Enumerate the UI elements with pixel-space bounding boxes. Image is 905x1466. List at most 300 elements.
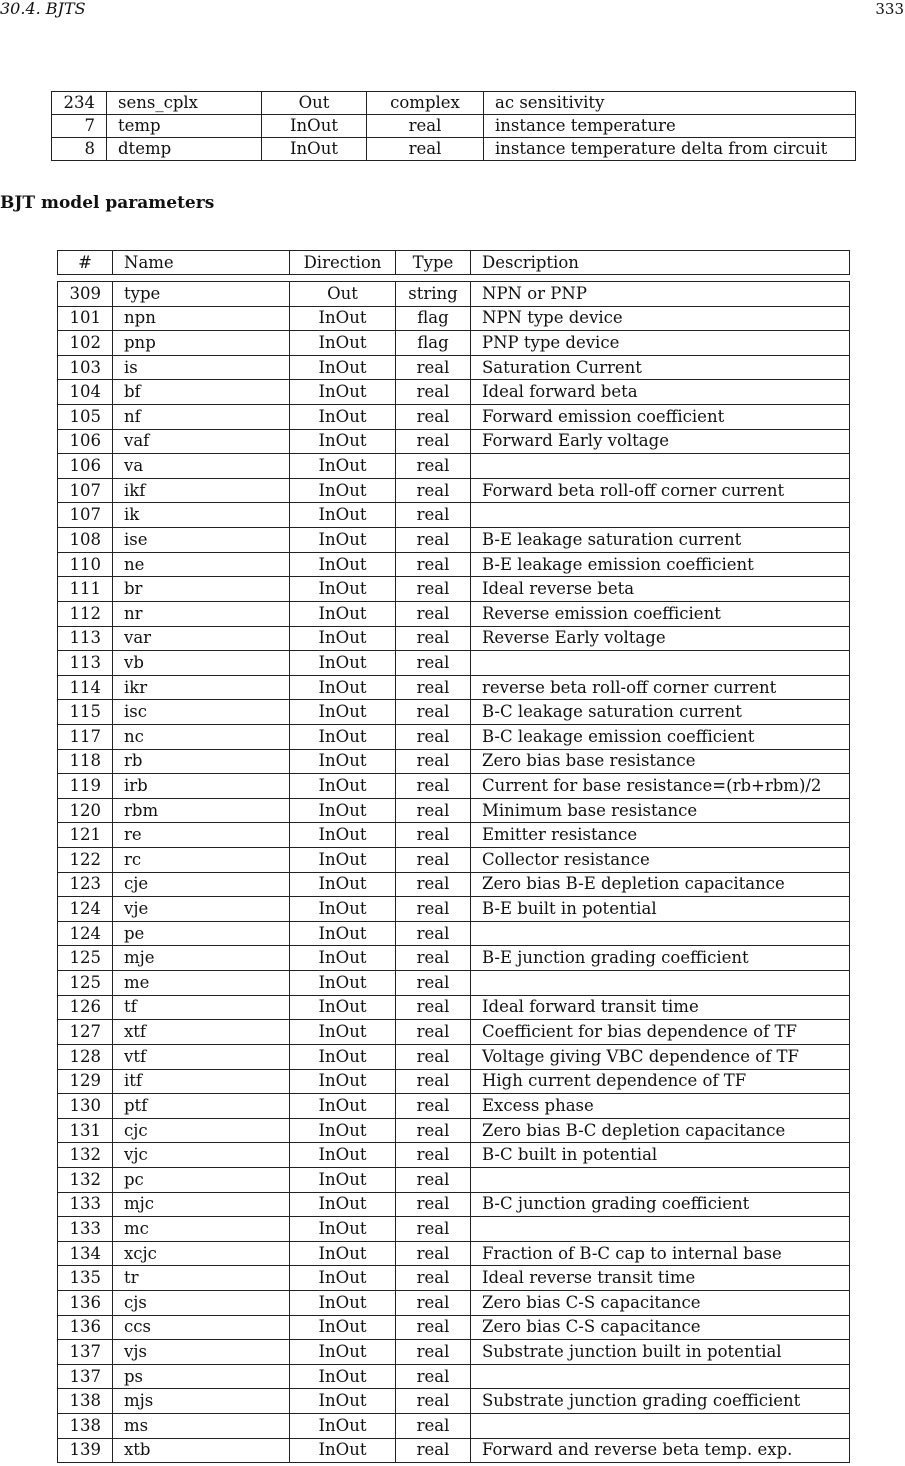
param-description: Fraction of B-C cap to internal base <box>471 1241 850 1266</box>
param-direction: InOut <box>290 552 396 577</box>
param-description: Ideal reverse transit time <box>471 1266 850 1291</box>
table-row <box>58 1143 850 1168</box>
param-direction: InOut <box>290 1217 396 1242</box>
param-name: cjc <box>113 1118 290 1143</box>
param-description: B-C junction grading coefficient <box>471 1192 850 1217</box>
model-parameters-body <box>58 282 850 1463</box>
param-id: 139 <box>58 1438 113 1463</box>
param-description: Forward and reverse beta temp. exp. <box>471 1438 850 1463</box>
running-header-section: 30.4. BJTS <box>0 0 86 18</box>
param-type: real <box>396 971 471 996</box>
param-direction: InOut <box>290 577 396 602</box>
table-row <box>58 1340 850 1365</box>
column-header-type: Type <box>396 251 471 275</box>
param-description: Coefficient for bias dependence of TF <box>471 1020 850 1045</box>
param-direction: InOut <box>290 700 396 725</box>
param-type: real <box>396 921 471 946</box>
param-direction: InOut <box>290 995 396 1020</box>
param-type: real <box>396 1266 471 1291</box>
param-id: 104 <box>58 380 113 405</box>
param-type: real <box>396 1192 471 1217</box>
param-type: real <box>396 1217 471 1242</box>
param-direction: InOut <box>290 1118 396 1143</box>
table-row <box>58 897 850 922</box>
param-name: npn <box>113 306 290 331</box>
param-description: Emitter resistance <box>471 823 850 848</box>
table-row <box>58 946 850 971</box>
param-id: 112 <box>58 601 113 626</box>
param-name: ise <box>113 528 290 553</box>
param-type: real <box>396 528 471 553</box>
param-direction: InOut <box>290 1340 396 1365</box>
param-id: 124 <box>58 921 113 946</box>
param-name: pc <box>113 1167 290 1192</box>
param-id: 137 <box>58 1364 113 1389</box>
param-id: 115 <box>58 700 113 725</box>
param-description <box>471 1364 850 1389</box>
param-type: real <box>396 946 471 971</box>
param-name: rbm <box>113 798 290 823</box>
param-description <box>471 921 850 946</box>
param-direction: InOut <box>262 138 367 161</box>
param-direction: InOut <box>290 601 396 626</box>
param-description: Voltage giving VBC dependence of TF <box>471 1044 850 1069</box>
param-type: real <box>367 138 484 161</box>
table-row <box>58 724 850 749</box>
param-name: nc <box>113 724 290 749</box>
param-id: 124 <box>58 897 113 922</box>
param-name: type <box>113 282 290 307</box>
param-direction: InOut <box>290 429 396 454</box>
table-row <box>58 1438 850 1463</box>
table-row <box>58 577 850 602</box>
param-description: B-C leakage saturation current <box>471 700 850 725</box>
table-row <box>58 1364 850 1389</box>
param-name: xtb <box>113 1438 290 1463</box>
param-direction: InOut <box>290 749 396 774</box>
param-type: real <box>396 552 471 577</box>
param-name: ms <box>113 1414 290 1439</box>
param-description: Reverse emission coefficient <box>471 601 850 626</box>
param-description: Saturation Current <box>471 355 850 380</box>
table-row <box>58 429 850 454</box>
param-description <box>471 1167 850 1192</box>
param-id: 125 <box>58 971 113 996</box>
param-id: 136 <box>58 1315 113 1340</box>
param-description: B-E built in potential <box>471 897 850 922</box>
param-name: ccs <box>113 1315 290 1340</box>
table-row <box>58 1414 850 1439</box>
param-description <box>471 1414 850 1439</box>
param-name: xtf <box>113 1020 290 1045</box>
param-direction: InOut <box>290 872 396 897</box>
param-name: cje <box>113 872 290 897</box>
param-direction: InOut <box>290 724 396 749</box>
param-name: rb <box>113 749 290 774</box>
param-direction: InOut <box>290 454 396 479</box>
param-name: xcjc <box>113 1241 290 1266</box>
param-name: irb <box>113 774 290 799</box>
param-description: Zero bias C-S capacitance <box>471 1290 850 1315</box>
param-type: real <box>396 1438 471 1463</box>
param-direction: InOut <box>290 921 396 946</box>
param-direction: InOut <box>290 1020 396 1045</box>
param-type: real <box>396 700 471 725</box>
param-description: Forward beta roll-off corner current <box>471 478 850 503</box>
param-name: br <box>113 577 290 602</box>
param-id: 123 <box>58 872 113 897</box>
param-type: real <box>396 724 471 749</box>
param-id: 118 <box>58 749 113 774</box>
param-id: 234 <box>52 92 107 115</box>
param-description: PNP type device <box>471 331 850 356</box>
param-direction: InOut <box>290 1414 396 1439</box>
param-direction: InOut <box>290 1192 396 1217</box>
param-name: ik <box>113 503 290 528</box>
param-description: Current for base resistance=(rb+rbm)/2 <box>471 774 850 799</box>
param-type: real <box>367 115 484 138</box>
param-description: High current dependence of TF <box>471 1069 850 1094</box>
param-direction: InOut <box>290 1094 396 1119</box>
table-row <box>58 749 850 774</box>
param-type: real <box>396 1364 471 1389</box>
table-row <box>58 503 850 528</box>
table-row <box>58 995 850 1020</box>
param-description: Reverse Early voltage <box>471 626 850 651</box>
table-row <box>58 651 850 676</box>
param-description: Zero bias B-E depletion capacitance <box>471 872 850 897</box>
param-direction: InOut <box>290 1266 396 1291</box>
table-row <box>58 1069 850 1094</box>
param-name: vje <box>113 897 290 922</box>
param-name: me <box>113 971 290 996</box>
table-row <box>58 798 850 823</box>
table-row <box>52 115 856 138</box>
table-row <box>58 774 850 799</box>
page-number: 333 <box>875 0 904 18</box>
param-direction: InOut <box>290 675 396 700</box>
table-row <box>58 675 850 700</box>
param-name: itf <box>113 1069 290 1094</box>
table-row <box>58 380 850 405</box>
param-direction: InOut <box>290 478 396 503</box>
param-name: dtemp <box>107 138 262 161</box>
param-id: 105 <box>58 405 113 430</box>
table-header-row <box>58 251 850 275</box>
param-direction: InOut <box>290 971 396 996</box>
param-type: flag <box>396 306 471 331</box>
param-id: 103 <box>58 355 113 380</box>
param-name: nf <box>113 405 290 430</box>
table-row <box>58 331 850 356</box>
param-direction: InOut <box>290 798 396 823</box>
param-name: re <box>113 823 290 848</box>
param-id: 129 <box>58 1069 113 1094</box>
param-direction: InOut <box>290 651 396 676</box>
param-type: real <box>396 1044 471 1069</box>
param-type: real <box>396 1094 471 1119</box>
param-id: 132 <box>58 1143 113 1168</box>
table-row <box>58 405 850 430</box>
param-id: 113 <box>58 626 113 651</box>
param-direction: InOut <box>290 1044 396 1069</box>
param-description: Zero bias B-C depletion capacitance <box>471 1118 850 1143</box>
param-name: ptf <box>113 1094 290 1119</box>
param-description: instance temperature delta from circuit <box>484 138 856 161</box>
model-parameters-header <box>57 250 850 275</box>
param-type: real <box>396 872 471 897</box>
param-type: real <box>396 626 471 651</box>
param-direction: InOut <box>290 306 396 331</box>
table-row <box>58 528 850 553</box>
table-row <box>58 921 850 946</box>
param-type: real <box>396 675 471 700</box>
table-row <box>52 138 856 161</box>
param-id: 128 <box>58 1044 113 1069</box>
param-description <box>471 971 850 996</box>
table-row <box>58 1167 850 1192</box>
param-direction: Out <box>262 92 367 115</box>
param-description <box>471 503 850 528</box>
param-name: pnp <box>113 331 290 356</box>
param-description: B-E junction grading coefficient <box>471 946 850 971</box>
param-type: real <box>396 749 471 774</box>
param-type: string <box>396 282 471 307</box>
param-name: temp <box>107 115 262 138</box>
table-row <box>58 282 850 307</box>
param-description: Collector resistance <box>471 848 850 873</box>
table-row <box>58 848 850 873</box>
param-id: 8 <box>52 138 107 161</box>
param-id: 122 <box>58 848 113 873</box>
param-id: 130 <box>58 1094 113 1119</box>
param-description: B-C leakage emission coefficient <box>471 724 850 749</box>
param-id: 106 <box>58 454 113 479</box>
param-name: ps <box>113 1364 290 1389</box>
param-direction: InOut <box>262 115 367 138</box>
param-name: nr <box>113 601 290 626</box>
table-row <box>58 1044 850 1069</box>
param-type: real <box>396 995 471 1020</box>
param-id: 138 <box>58 1389 113 1414</box>
param-name: sens_cplx <box>107 92 262 115</box>
param-id: 132 <box>58 1167 113 1192</box>
model-parameters-table <box>57 281 850 1463</box>
table-row <box>58 971 850 996</box>
param-type: real <box>396 1389 471 1414</box>
param-type: real <box>396 823 471 848</box>
table-row <box>58 872 850 897</box>
param-description: reverse beta roll-off corner current <box>471 675 850 700</box>
param-type: real <box>396 651 471 676</box>
param-description: Substrate junction grading coefficient <box>471 1389 850 1414</box>
param-id: 126 <box>58 995 113 1020</box>
param-name: vb <box>113 651 290 676</box>
param-id: 107 <box>58 478 113 503</box>
table-row <box>58 1118 850 1143</box>
table-row <box>58 306 850 331</box>
param-type: real <box>396 405 471 430</box>
param-id: 102 <box>58 331 113 356</box>
table-row <box>52 92 856 115</box>
param-direction: InOut <box>290 1389 396 1414</box>
table-row <box>58 454 850 479</box>
param-description: Minimum base resistance <box>471 798 850 823</box>
param-description: NPN or PNP <box>471 282 850 307</box>
param-name: va <box>113 454 290 479</box>
param-name: mjc <box>113 1192 290 1217</box>
param-direction: InOut <box>290 1143 396 1168</box>
param-direction: InOut <box>290 405 396 430</box>
table-row <box>58 1290 850 1315</box>
param-description: Forward Early voltage <box>471 429 850 454</box>
param-direction: InOut <box>290 1167 396 1192</box>
param-id: 134 <box>58 1241 113 1266</box>
table-row <box>58 823 850 848</box>
param-name: tf <box>113 995 290 1020</box>
param-id: 121 <box>58 823 113 848</box>
column-header-direction: Direction <box>290 251 396 275</box>
param-direction: InOut <box>290 380 396 405</box>
param-type: real <box>396 429 471 454</box>
param-name: vjs <box>113 1340 290 1365</box>
param-id: 133 <box>58 1217 113 1242</box>
param-type: real <box>396 1414 471 1439</box>
param-type: real <box>396 503 471 528</box>
param-name: vaf <box>113 429 290 454</box>
column-header-description: Description <box>471 251 850 275</box>
param-type: real <box>396 601 471 626</box>
param-direction: InOut <box>290 774 396 799</box>
param-id: 133 <box>58 1192 113 1217</box>
param-direction: InOut <box>290 848 396 873</box>
param-name: mje <box>113 946 290 971</box>
param-id: 127 <box>58 1020 113 1045</box>
param-id: 119 <box>58 774 113 799</box>
param-id: 7 <box>52 115 107 138</box>
param-id: 125 <box>58 946 113 971</box>
param-id: 309 <box>58 282 113 307</box>
param-type: real <box>396 1241 471 1266</box>
param-type: real <box>396 454 471 479</box>
param-type: real <box>396 380 471 405</box>
param-description <box>471 1217 850 1242</box>
param-direction: InOut <box>290 1364 396 1389</box>
param-id: 137 <box>58 1340 113 1365</box>
param-name: pe <box>113 921 290 946</box>
param-id: 101 <box>58 306 113 331</box>
table-row <box>58 1094 850 1119</box>
param-description: Zero bias base resistance <box>471 749 850 774</box>
param-description: Ideal forward beta <box>471 380 850 405</box>
param-name: tr <box>113 1266 290 1291</box>
param-id: 120 <box>58 798 113 823</box>
param-description: B-C built in potential <box>471 1143 850 1168</box>
param-description: instance temperature <box>484 115 856 138</box>
param-direction: InOut <box>290 1069 396 1094</box>
param-type: real <box>396 848 471 873</box>
param-description: ac sensitivity <box>484 92 856 115</box>
param-type: real <box>396 1340 471 1365</box>
instance-parameters-table-continued <box>51 91 856 161</box>
param-direction: InOut <box>290 528 396 553</box>
table-row <box>58 1389 850 1414</box>
param-id: 114 <box>58 675 113 700</box>
param-description: NPN type device <box>471 306 850 331</box>
param-id: 117 <box>58 724 113 749</box>
table-row <box>58 601 850 626</box>
param-id: 111 <box>58 577 113 602</box>
param-type: real <box>396 1020 471 1045</box>
param-name: mc <box>113 1217 290 1242</box>
param-description: Zero bias C-S capacitance <box>471 1315 850 1340</box>
table-row <box>58 1266 850 1291</box>
param-type: complex <box>367 92 484 115</box>
table-row <box>58 1192 850 1217</box>
param-direction: Out <box>290 282 396 307</box>
table-row <box>58 1315 850 1340</box>
param-id: 110 <box>58 552 113 577</box>
param-id: 138 <box>58 1414 113 1439</box>
param-name: bf <box>113 380 290 405</box>
column-header-name: Name <box>113 251 290 275</box>
param-name: is <box>113 355 290 380</box>
param-id: 108 <box>58 528 113 553</box>
param-direction: InOut <box>290 897 396 922</box>
table-row <box>58 1020 850 1045</box>
param-direction: InOut <box>290 1241 396 1266</box>
table-row <box>58 626 850 651</box>
param-description <box>471 454 850 479</box>
param-name: cjs <box>113 1290 290 1315</box>
param-name: ikr <box>113 675 290 700</box>
param-type: real <box>396 355 471 380</box>
param-type: real <box>396 1290 471 1315</box>
param-description <box>471 651 850 676</box>
param-name: mjs <box>113 1389 290 1414</box>
param-name: var <box>113 626 290 651</box>
param-type: real <box>396 774 471 799</box>
table-row <box>58 1217 850 1242</box>
param-name: rc <box>113 848 290 873</box>
param-direction: InOut <box>290 626 396 651</box>
param-description: B-E leakage saturation current <box>471 528 850 553</box>
param-type: real <box>396 1167 471 1192</box>
param-type: real <box>396 798 471 823</box>
column-header-number: # <box>58 251 113 275</box>
param-id: 135 <box>58 1266 113 1291</box>
param-direction: InOut <box>290 331 396 356</box>
param-description: Ideal forward transit time <box>471 995 850 1020</box>
table-row <box>58 355 850 380</box>
param-name: vtf <box>113 1044 290 1069</box>
table-row <box>58 478 850 503</box>
param-name: vjc <box>113 1143 290 1168</box>
param-name: isc <box>113 700 290 725</box>
param-description: B-E leakage emission coefficient <box>471 552 850 577</box>
param-type: real <box>396 1315 471 1340</box>
param-type: real <box>396 577 471 602</box>
param-description: Excess phase <box>471 1094 850 1119</box>
param-description: Ideal reverse beta <box>471 577 850 602</box>
param-id: 107 <box>58 503 113 528</box>
param-description: Substrate junction built in potential <box>471 1340 850 1365</box>
param-description: Forward emission coefficient <box>471 405 850 430</box>
param-direction: InOut <box>290 503 396 528</box>
param-direction: InOut <box>290 946 396 971</box>
instance-parameters-body <box>52 92 856 161</box>
param-type: real <box>396 897 471 922</box>
